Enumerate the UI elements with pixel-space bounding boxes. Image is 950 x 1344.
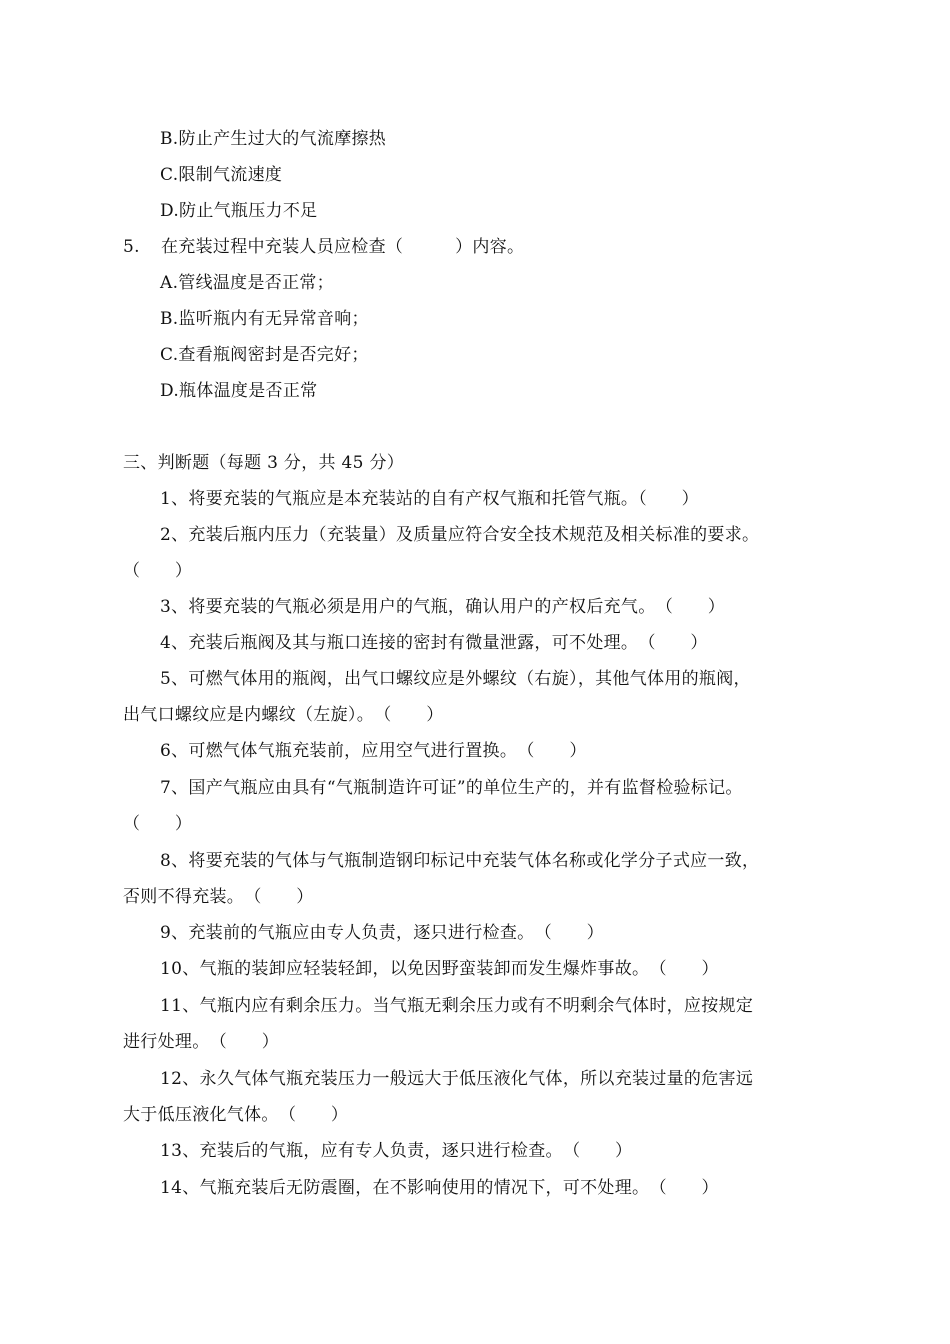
question-text: 在充装过程中充装人员应检查（ ）内容。 bbox=[161, 237, 525, 257]
tf-item-11-cont: 进行处理。 （ ） bbox=[123, 1032, 279, 1052]
tf-item-8-cont: 否则不得充装。 （ ） bbox=[123, 887, 314, 907]
section-3-title: 三、判断题（每题 3 分，共 45 分） bbox=[123, 453, 405, 473]
tf-item-14: 14、气瓶充装后无防震圈，在不影响使用的情况下，可不处理。 （ ） bbox=[160, 1178, 719, 1198]
tf-item-12: 12、永久气体气瓶充装压力一般远大于低压液化气体，所以充装过量的危害远 bbox=[160, 1069, 754, 1089]
option-d-prev: D.防止气瓶压力不足 bbox=[160, 201, 318, 221]
tf-item-11: 11、气瓶内应有剩余压力。当气瓶无剩余压力或有不明剩余气体时，应按规定 bbox=[160, 996, 754, 1016]
tf-item-1: 1、将要充装的气瓶应是本充装站的自有产权气瓶和托管气瓶。（ ） bbox=[160, 489, 699, 509]
tf-item-3: 3、将要充装的气瓶必须是用户的气瓶，确认用户的产权后充气。 （ ） bbox=[160, 597, 726, 617]
q5-option-a: A.管线温度是否正常； bbox=[160, 273, 334, 293]
tf-item-7-cont: （ ） bbox=[123, 814, 193, 834]
tf-item-2: 2、充装后瓶内压力（充装量）及质量应符合安全技术规范及相关标准的要求。 bbox=[160, 525, 760, 545]
question-number: 5. bbox=[123, 237, 140, 257]
tf-item-8: 8、将要充装的气体与气瓶制造钢印标记中充装气体名称或化学分子式应一致， bbox=[160, 851, 760, 871]
q5-option-b: B.监听瓶内有无异常音响； bbox=[160, 309, 369, 329]
tf-item-5-cont: 出气口螺纹应是内螺纹（左旋）。 （ ） bbox=[123, 705, 444, 725]
tf-item-7: 7、国产气瓶应由具有“气瓶制造许可证”的单位生产的，并有监督检验标记。 bbox=[160, 778, 743, 798]
tf-item-4: 4、充装后瓶阀及其与瓶口连接的密封有微量泄露，可不处理。 （ ） bbox=[160, 633, 708, 653]
option-b-prev: B.防止产生过大的气流摩擦热 bbox=[160, 129, 387, 149]
option-c-prev: C.限制气流速度 bbox=[160, 165, 283, 185]
tf-item-5: 5、可燃气体用的瓶阀，出气口螺纹应是外螺纹（右旋），其他气体用的瓶阀， bbox=[160, 669, 751, 689]
tf-item-10: 10、气瓶的装卸应轻装轻卸，以免因野蛮装卸而发生爆炸事故。 （ ） bbox=[160, 959, 719, 979]
tf-item-12-cont: 大于低压液化气体。 （ ） bbox=[123, 1105, 349, 1125]
tf-item-2-cont: （ ） bbox=[123, 561, 193, 581]
q5-option-c: C.查看瓶阀密封是否完好； bbox=[160, 345, 369, 365]
question-5 bbox=[123, 236, 524, 258]
tf-item-9: 9、充装前的气瓶应由专人负责，逐只进行检查。 （ ） bbox=[160, 923, 604, 943]
tf-item-6: 6、可燃气体气瓶充装前，应用空气进行置换。 （ ） bbox=[160, 741, 587, 761]
tf-item-13: 13、充装后的气瓶，应有专人负责，逐只进行检查。 （ ） bbox=[160, 1141, 633, 1161]
q5-option-d: D.瓶体温度是否正常 bbox=[160, 381, 318, 401]
